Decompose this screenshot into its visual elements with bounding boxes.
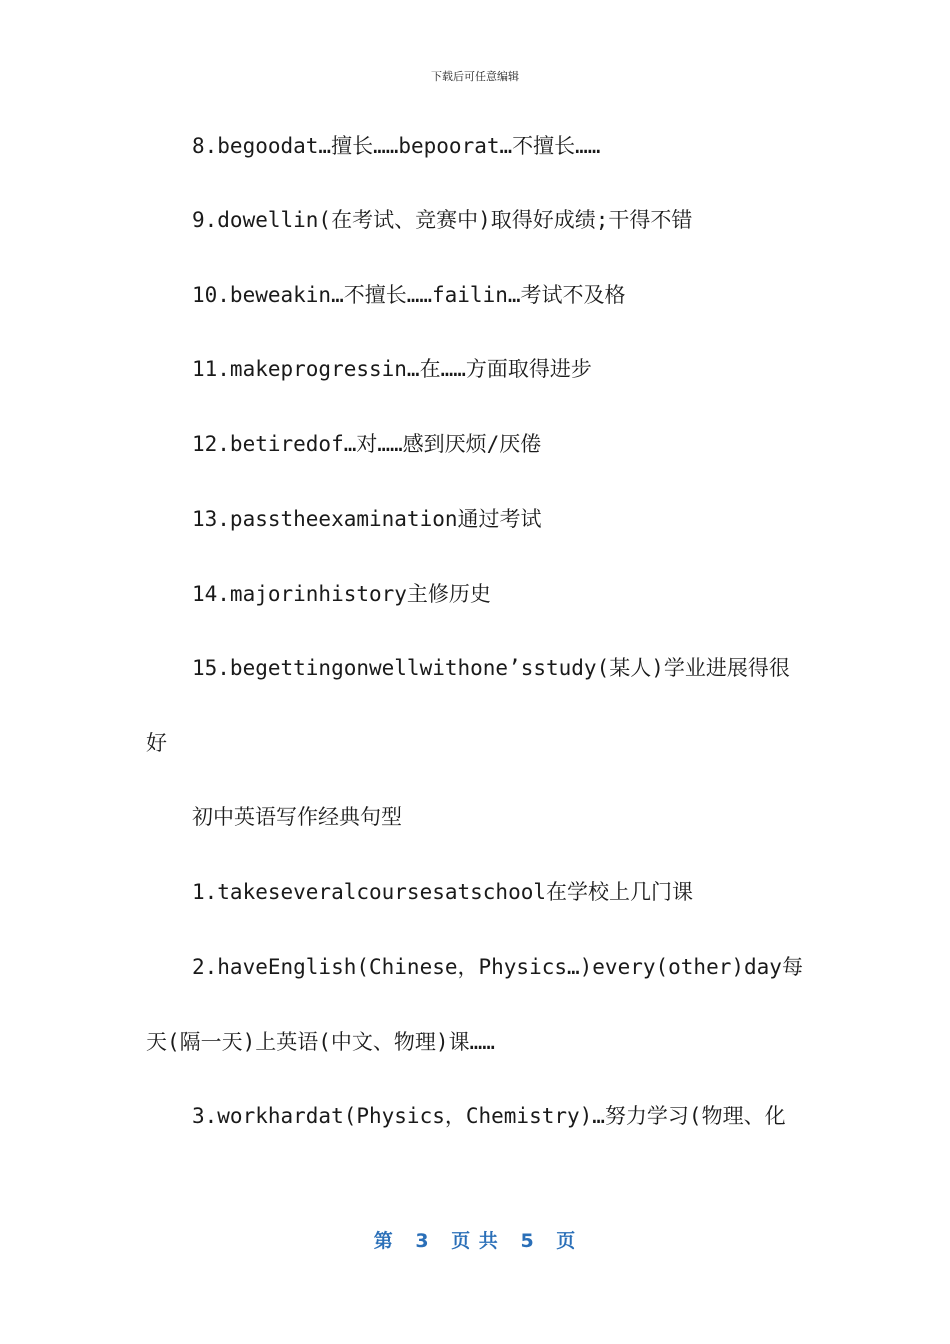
page-header: 下载后可任意编辑 [431,70,519,83]
footer-prefix: 第 [373,1230,394,1252]
text-line: 3.workhardat(Physics，Chemistry)…努力学习(物理、化 [192,1104,786,1128]
text-line: 11.makeprogressin…在……方面取得进步 [192,357,592,381]
footer-suffix: 页 [556,1230,577,1252]
text-line: 1.takeseveralcoursesatschool在学校上几门课 [192,880,694,904]
text-line: 好 [146,731,167,755]
text-line: 9.dowellin(在考试、竞赛中)取得好成绩;干得不错 [192,208,693,232]
text-line: 13.passtheexamination通过考试 [192,507,542,531]
text-line: 12.betiredof…对……感到厌烦/厌倦 [192,432,542,456]
text-line: 10.beweakin…不擅长……failin…考试不及格 [192,283,626,307]
footer-current-page: 3 [415,1230,430,1252]
text-line: 14.majorinhistory主修历史 [192,582,491,606]
text-line: 2.haveEnglish(Chinese，Physics…)every(other)day每 [192,955,803,979]
text-line: 8.begoodat…擅长……bepoorat…不擅长…… [192,134,601,158]
text-line: 天(隔一天)上英语(中文、物理)课…… [146,1030,495,1054]
section-heading: 初中英语写作经典句型 [192,805,402,829]
footer-total-pages: 5 [520,1230,535,1252]
footer-middle: 页 共 [451,1230,499,1252]
text-line: 15.begettingonwellwithone’sstudy(某人)学业进展得很 [192,656,790,680]
page-footer [0,1226,950,1253]
